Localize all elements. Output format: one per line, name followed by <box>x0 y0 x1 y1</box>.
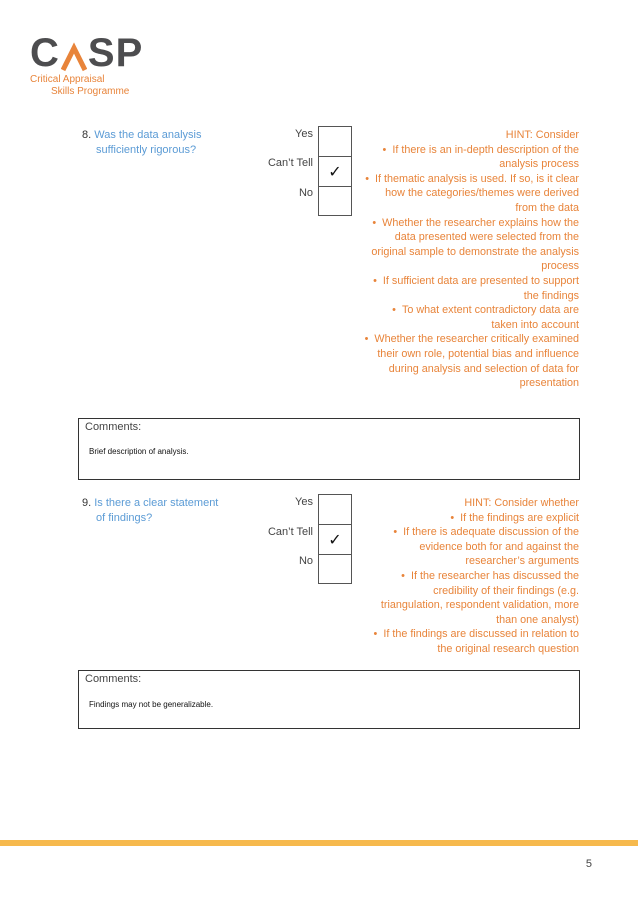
option-cant-tell-label: Can’t Tell <box>267 157 313 169</box>
hint-line: analysis process <box>499 158 579 171</box>
footer-accent-bar <box>0 840 638 846</box>
logo-wordmark <box>30 31 144 75</box>
option-no-label: No <box>298 187 313 199</box>
question-text-line2: sufficiently rigorous? <box>96 144 197 156</box>
hint-line: • If sufficient data are presented to support <box>354 274 579 289</box>
check-mark-icon: ✓ <box>328 531 342 549</box>
checkbox-yes[interactable] <box>319 495 351 525</box>
answer-checkbox-group <box>318 126 352 216</box>
hint-line: than one analyst) <box>496 613 579 626</box>
hint-line: the findings <box>523 289 579 302</box>
hint-line: the original research question <box>437 642 579 655</box>
comments-text: Findings may not be generalizable. <box>89 700 214 709</box>
hint-line: • If thematic analysis is used. If so, is it clear <box>354 172 579 187</box>
comments-box[interactable] <box>78 670 580 729</box>
hint-line: • If the findings are discussed in relation to <box>354 627 579 642</box>
hint-line: • If there is an in-depth description of the <box>354 143 579 158</box>
hint-line: evidence both for and against the <box>419 540 579 553</box>
hint-line: • If the researcher has discussed the <box>354 569 579 584</box>
hint-line: researcher’s arguments <box>465 555 579 568</box>
answer-checkbox-group <box>318 494 352 584</box>
hint-line: • Whether the researcher explains how the <box>354 216 579 231</box>
logo-wordmark-right: SP <box>87 31 144 75</box>
hint-line: • To what extent contradictory data are <box>354 303 579 318</box>
hint-line: from the data <box>515 201 579 214</box>
hint-line: • If the findings are explicit <box>354 511 579 526</box>
option-cant-tell-label: Can’t Tell <box>267 526 313 538</box>
option-yes-label: Yes <box>295 496 313 508</box>
checkbox-cant-tell[interactable] <box>319 525 351 555</box>
comments-label: Comments: <box>85 421 142 433</box>
page-number: 5 <box>585 858 592 870</box>
checkbox-yes[interactable] <box>319 127 351 157</box>
logo-wordmark-left: C <box>30 31 60 75</box>
hint-line: data presented were selected from the <box>394 231 579 244</box>
hint-line: • Whether the researcher critically examined <box>354 332 579 347</box>
hint-line: during analysis and selection of data for <box>388 362 579 375</box>
hint-line: HINT: Consider whether <box>464 497 579 509</box>
option-no-label: No <box>298 555 313 567</box>
logo-subtitle-line2: Skills Programme <box>51 86 130 97</box>
comments-text: Brief description of analysis. <box>89 447 189 456</box>
option-yes-label: Yes <box>295 128 313 140</box>
checkbox-no[interactable] <box>319 555 351 584</box>
hint-block <box>354 496 579 657</box>
logo-chevron-icon <box>61 42 87 72</box>
checkbox-no[interactable] <box>319 187 351 216</box>
hint-line: how the categories/themes were derived <box>385 187 579 200</box>
hint-line: credibility of their findings (e.g. <box>433 584 579 597</box>
hint-line: triangulation, respondent validation, more <box>380 599 579 612</box>
casp-logo <box>30 31 144 98</box>
hint-line: taken into account <box>491 318 579 331</box>
question-8 <box>82 128 201 158</box>
question-number: 8. <box>82 129 92 141</box>
hint-block <box>354 128 579 391</box>
question-number: 9. <box>82 497 92 509</box>
hint-line: original sample to demonstrate the analysis <box>371 245 579 258</box>
hint-line: • If there is adequate discussion of the <box>354 525 579 540</box>
question-text-line1: Was the data analysis <box>94 129 202 141</box>
checkbox-cant-tell[interactable] <box>319 157 351 187</box>
hint-line: presentation <box>519 377 579 390</box>
comments-box[interactable] <box>78 418 580 480</box>
question-text-line2: of findings? <box>96 512 153 524</box>
hint-line: process <box>541 260 579 273</box>
check-mark-icon: ✓ <box>328 163 342 181</box>
question-text-line1: Is there a clear statement <box>94 497 219 509</box>
hint-line: HINT: Consider <box>505 129 579 141</box>
hint-line: their own role, potential bias and influence <box>377 347 579 360</box>
question-9 <box>82 496 218 526</box>
logo-subtitle-line1: Critical Appraisal <box>30 74 105 85</box>
comments-label: Comments: <box>85 673 142 685</box>
